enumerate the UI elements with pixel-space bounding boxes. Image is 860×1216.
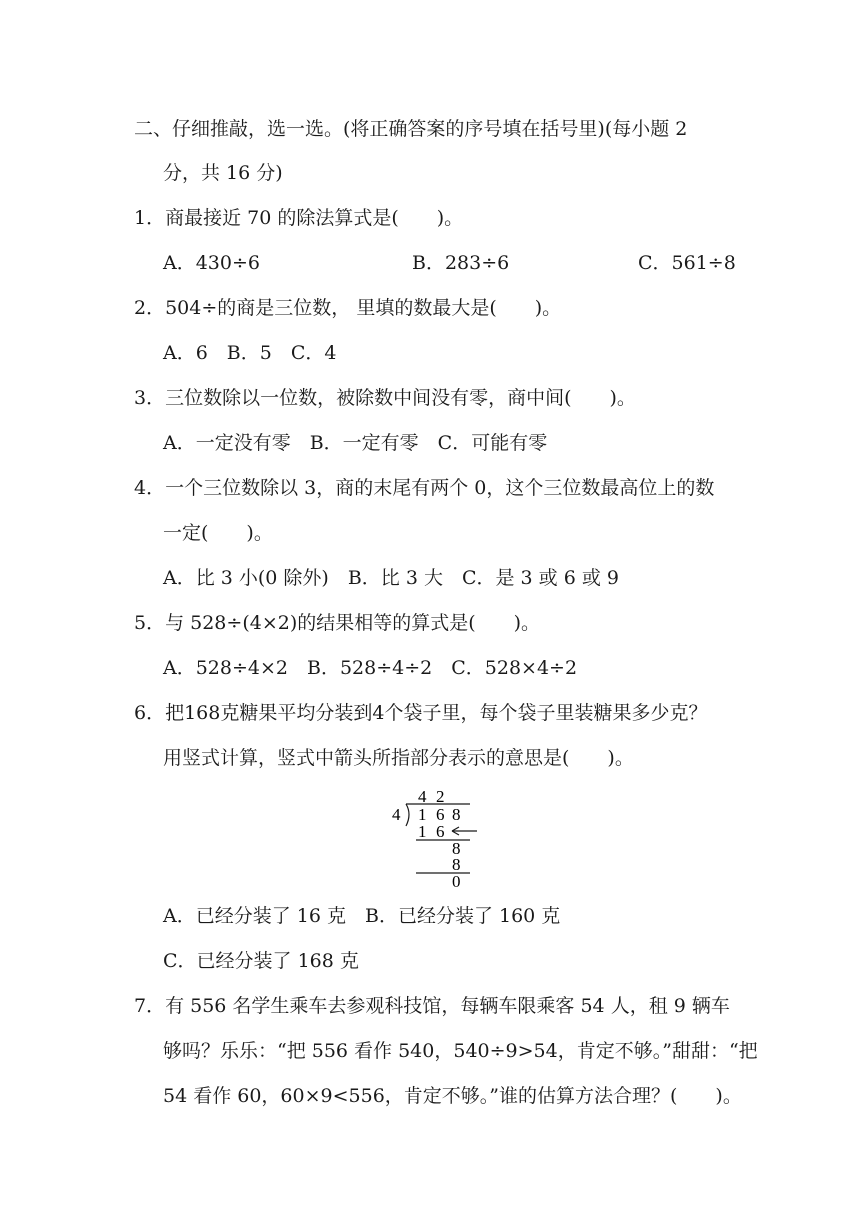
division-bracket — [406, 804, 409, 826]
long-division-figure — [380, 784, 490, 892]
divisor: 4 — [392, 805, 401, 824]
dividend-digit: 1 — [418, 805, 427, 824]
question-5-options: A．528÷4×2 B．528÷4÷2 C．528×4÷2 — [163, 657, 578, 679]
question-4-stem-line-2: 一定( )。 — [163, 522, 273, 544]
step-2-digit: 8 — [452, 855, 461, 874]
question-2-stem: 2．504÷的商是三位数， 里填的数最大是( )。 — [134, 297, 562, 319]
bring-down-digit: 8 — [452, 839, 461, 858]
dividend-digit: 6 — [436, 805, 445, 824]
question-6-options-line-1: A．已经分装了 16 克 B．已经分装了 160 克 — [163, 905, 561, 927]
section-title-line-2: 分，共 16 分) — [163, 162, 283, 184]
question-6-options-line-2: C．已经分装了 168 克 — [163, 950, 359, 972]
question-4-stem-line-1: 4．一个三位数除以 3，商的末尾有两个 0，这个三位数最高位上的数 — [134, 477, 715, 499]
remainder: 0 — [452, 872, 461, 891]
question-1-option-c: C．561÷8 — [638, 252, 736, 274]
quotient-digit: 4 — [418, 787, 427, 806]
question-7-stem-line-2: 够吗？乐乐：“把 556 看作 540，540÷9>54，肯定不够。”甜甜：“把 — [163, 1040, 758, 1062]
question-2-options: A．6 B．5 C．4 — [163, 342, 337, 364]
question-1-stem: 1．商最接近 70 的除法算式是( )。 — [134, 207, 464, 229]
question-3-options: A．一定没有零 B．一定有零 C．可能有零 — [163, 432, 548, 454]
step-1-digit: 6 — [436, 822, 445, 841]
question-4-options: A．比 3 小(0 除外) B．比 3 大 C．是 3 或 6 或 9 — [163, 567, 619, 589]
question-1-option-a: A．430÷6 — [163, 252, 260, 274]
question-1-option-b: B．283÷6 — [412, 252, 510, 274]
question-5-stem: 5．与 528÷(4×2)的结果相等的算式是( )。 — [134, 612, 541, 634]
question-7-stem-line-1: 7．有 556 名学生乘车去参观科技馆，每辆车限乘客 54 人，租 9 辆车 — [134, 995, 730, 1017]
question-6-stem-line-2: 用竖式计算，竖式中箭头所指部分表示的意思是( )。 — [163, 747, 634, 769]
dividend-digit: 8 — [452, 805, 461, 824]
question-7-stem-line-3: 54 看作 60，60×9<556，肯定不够。”谁的估算方法合理？( )。 — [163, 1085, 742, 1107]
section-title-line-1: 二、仔细推敲，选一选。(将正确答案的序号填在括号里)(每小题 2 — [134, 118, 688, 140]
step-1-digit: 1 — [418, 822, 427, 841]
question-3-stem: 3．三位数除以一位数，被除数中间没有零，商中间( )。 — [134, 387, 636, 409]
quotient-digit: 2 — [436, 787, 445, 806]
question-6-stem-line-1: 6．把168克糖果平均分装到4个袋子里，每个袋子里装糖果多少克？ — [134, 702, 708, 724]
